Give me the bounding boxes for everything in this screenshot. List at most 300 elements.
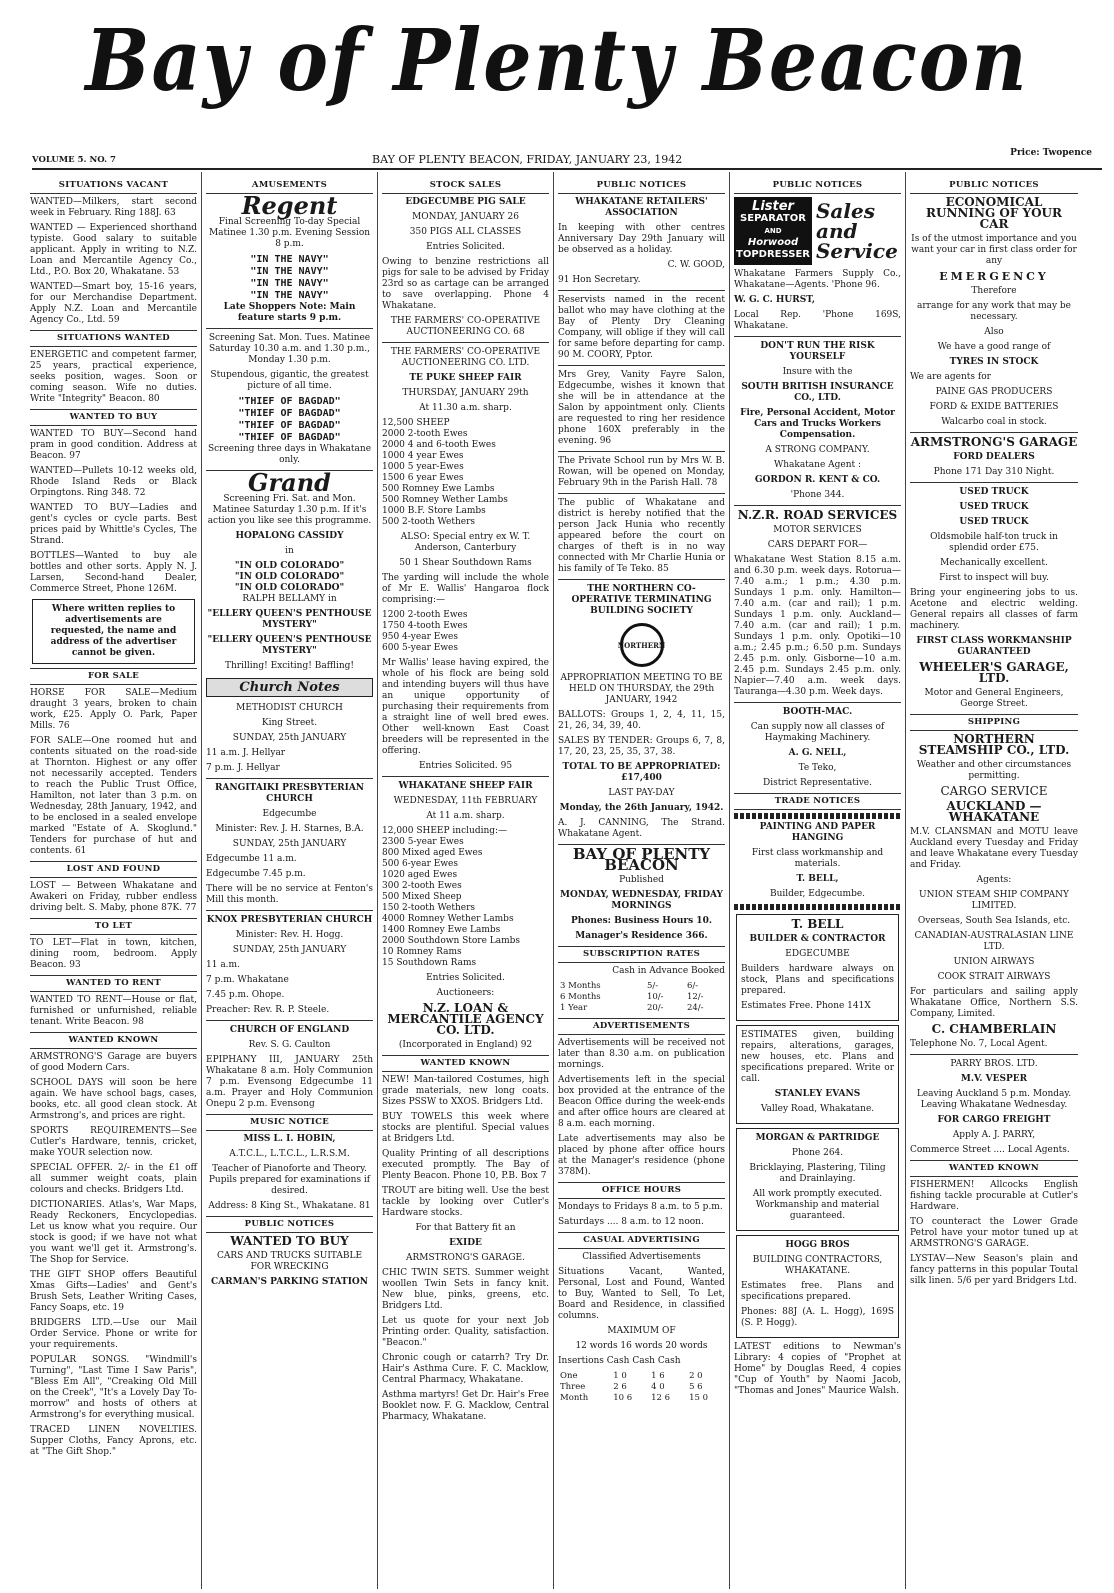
classified-ad: WANTED TO RENT—House or flat, furnished or unfurnished, reliable tenant. Write Beacon. 98 (30, 995, 197, 1027)
classified-ad: WANTED—Milkers, start second week in February. Ring 188J. 63 (30, 197, 197, 218)
ad-text: UNION STEAM SHIP COMPANY LIMITED. (919, 890, 1069, 911)
classified-ad: Let us quote for your next Job Printing order. Quality, satisfaction. "Beacon." (382, 1316, 549, 1348)
stock-line: 1000 5 year-Ewes (382, 462, 464, 472)
church-text: SUNDAY, 25th JANUARY (232, 839, 347, 849)
classified-ad: SCHOOL DAYS will soon be here again. We have school bags, cases, books, etc. all good clean stock. At Armstrong's, and prices are right. (30, 1078, 197, 1121)
music-teacher-name: MISS L. I. HOBIN, (243, 1134, 336, 1144)
ad-text: Can supply now all classes of Haymaking Machinery. (750, 722, 885, 743)
notice-text: Saturdays .... 8 a.m. to 12 noon. (558, 1217, 704, 1227)
church-text: Edgecumbe 7.45 p.m. (206, 869, 306, 879)
notice-text: BALLOTS: Groups 1, 2, 4, 11, 15, 21, 26, 34, 39, 40. (558, 710, 725, 731)
ad-title: STANLEY EVANS (774, 1089, 861, 1099)
church-name: RANGITAIKI PRESBYTERIAN CHURCH (214, 783, 365, 804)
masthead-title: Bay of Plenty Beacon (85, 10, 1029, 111)
church-text: 11 a.m. J. Hellyar (206, 748, 286, 758)
classified-ad: LATEST editions to Newman's Library: 4 copies of "Prophet at Home" by Douglas Reed, 4 copies "Cup of Youth" by Naomi Jacob, "Thomas and Jones" Maurice Walsh. (734, 1342, 901, 1396)
sale-text: 350 PIGS ALL CLASSES (409, 227, 522, 237)
subscription-table (558, 981, 725, 1014)
ad-text: Estimates free. Plans and specifications prepared. (741, 1281, 894, 1302)
columns (26, 172, 1102, 1589)
stock-line: 300 2-tooth Ewes (382, 881, 462, 891)
ad-text: Is of the utmost importance and you want your car in first class order for any (911, 234, 1077, 266)
notice-text: Situations Vacant, Wanted, Personal, Lost and Found, Wanted to Buy, Wanted to Sell, To Let, Board and Residence, in classified columns. (558, 1267, 725, 1321)
ad-text: Agents: (976, 875, 1012, 885)
film-title: "ELLERY QUEEN'S PENTHOUSE MYSTERY" (207, 635, 372, 656)
stock-line: 1400 Romney Ewe Lambs (382, 925, 501, 935)
stock-line: 1000 B.F. Store Lambs (382, 506, 486, 516)
table-cell: 20/- (646, 1003, 664, 1013)
church-text: Minister: Rev. J. H. Starnes, B.A. (215, 824, 364, 834)
stock-line: 500 Mixed Sheep (382, 892, 462, 902)
ad-text: in (285, 546, 294, 556)
northern-emblem-icon: NORTHERN (620, 623, 664, 667)
ad-title: CARGO SERVICE (940, 784, 1048, 798)
stock-line: 1000 4 year Ewes (382, 451, 464, 461)
classified-ad: WANTED—Pullets 10-12 weeks old, Rhode Island Reds or Black Orpingtons. Ring 348. 72 (30, 466, 197, 498)
ad-title: NORTHERN STEAMSHIP CO., LTD. (918, 732, 1070, 757)
section-heading: WANTED TO BUY (30, 409, 197, 426)
church-text: 7 p.m. J. Hellyar (206, 763, 280, 773)
classified-ad: WANTED — Experienced shorthand typiste. Good salary to suitable applicant. Apply in writing to N.Z. Loan and Mercantile Agency Co., Ltd., P.O. Box 20, Whakatane. 53 (30, 223, 197, 277)
classified-ad: LOST — Between Whakatane and Awakeri on Friday, rubber endless driving belt. S. Maby, phone 87K. 77 (30, 881, 197, 913)
film-title: "IN THE NAVY" (250, 266, 329, 277)
lister-text: Horwood (747, 237, 799, 248)
ad-text: A STRONG COMPANY. (765, 445, 870, 455)
hogg-bros-ad (736, 1235, 899, 1338)
column-6 (906, 172, 1082, 1589)
notice-text: The public of Whakatane and district is hereby notified that the person Jack Hunia who recently appeared before the court on charges of theft is in no way connected with Mr Charlie Hunia or his family of Te Teko. 85 (558, 498, 725, 574)
ad-title: USED TRUCK (959, 502, 1029, 512)
regent-logo: Regent (241, 191, 338, 220)
stock-line: 1020 aged Ewes (382, 870, 458, 880)
section-heading: SITUATIONS VACANT (30, 178, 197, 194)
ad-text: Screening three days in Whakatane only. (207, 444, 372, 465)
table-row (558, 1393, 725, 1404)
ad-text: Stupendous, gigantic, the greatest picture of all time. (210, 370, 369, 391)
classified-ad: SPORTS REQUIREMENTS—See Cutler's Hardware, tennis, cricket, make YOUR selection now. (30, 1126, 197, 1158)
film-title: "ELLERY QUEEN'S PENTHOUSE MYSTERY" (207, 609, 372, 630)
ad-text: T. BELL, (796, 874, 839, 884)
sale-text: (Incorporated in England) 92 (398, 1040, 533, 1050)
notice-text: A. J. CANNING, The Strand. Whakatane Agent. (558, 818, 725, 839)
ad-text: UNION AIRWAYS (953, 957, 1035, 967)
sale-text: Entries Solicited. 95 (418, 761, 513, 771)
table-cell: 1 6 (651, 1371, 665, 1381)
ad-text: Mechanically excellent. (940, 558, 1048, 568)
sale-text: MONDAY, JANUARY 26 (412, 212, 519, 222)
ad-title: C. CHAMBERLAIN (931, 1022, 1057, 1036)
stock-line: 150 2-tooth Wethers (382, 903, 476, 913)
stock-line: 10 Romney Rams (382, 947, 462, 957)
ad-text: GORDON R. KENT & CO. (754, 475, 881, 485)
church-text: Minister: Rev. H. Hogg. (235, 930, 344, 940)
section-heading: WANTED KNOWN (910, 1160, 1078, 1177)
ad-text: Apply A. J. PARRY, (952, 1130, 1036, 1140)
ad-title: MORGAN & PARTRIDGE (755, 1133, 880, 1143)
table-cell: Three (560, 1382, 586, 1392)
notice-text: Phones: Business Hours 10. (571, 916, 712, 926)
table-cell: 6 Months (560, 992, 601, 1002)
dotted-rule (734, 904, 901, 910)
sale-text: At 11 a.m. sharp. (426, 811, 505, 821)
section-heading: ADVERTISEMENTS (558, 1018, 725, 1035)
sale-text: THE FARMERS' CO-OPERATIVE AUCTIONEERING CO. 68 (390, 316, 541, 337)
table-cell: 1 Year (560, 1003, 588, 1013)
section-heading: OFFICE HOURS (558, 1182, 725, 1199)
ad-title: ECONOMICAL RUNNING OF YOUR CAR (926, 195, 1062, 231)
stock-line: 2000 2-tooth Ewes (382, 429, 468, 439)
notice-text: MAXIMUM OF (607, 1326, 676, 1336)
notice-text: Late advertisements may also be placed by phone after office hours at the Manager's residence (phone 378M). (558, 1134, 725, 1177)
price: Price: Twopence (1010, 148, 1092, 158)
section-heading: MUSIC NOTICE (206, 1114, 373, 1131)
church-text: There will be no service at Fenton's Mill this month. (206, 884, 373, 905)
ad-title: EMERGENCY (939, 270, 1049, 283)
sale-text: Entries Solicited. (426, 973, 505, 983)
classified-ad: DICTIONARIES. Atlas's, War Maps, Ready Reckoners, Encyclopedias. Let us know what you require. Our stock is good; if we have not what you want we'll get it. Armstrong's. The Shop for Service. (30, 1200, 197, 1265)
classified-ad: ARMSTRONG'S Garage are buyers of good Modern Cars. (30, 1052, 197, 1073)
church-text: Preacher: Rev. R. P. Steele. (206, 1005, 330, 1015)
classified-ad: LYSTAV—New Season's plain and fancy patterns in this popular Toutal silk linen. 5/6 per yard Bridgers Ltd. (910, 1254, 1078, 1286)
ad-text: FORD DEALERS (953, 452, 1035, 462)
ad-text: Phones: 88J (A. L. Hogg), 169S (S. P. Hogg). (741, 1307, 894, 1328)
classified-ad: TO LET—Flat in town, kitchen, dining room, bedroom. Apply Beacon. 93 (30, 938, 197, 970)
column-3 (378, 172, 554, 1589)
ad-text: FORD & EXIDE BATTERIES (929, 402, 1059, 412)
ad-text: RALPH BELLAMY in (242, 594, 337, 604)
column-4 (554, 172, 730, 1589)
ad-text: Final Screening To-day Special Matinee 1.30 p.m. Evening Session 8 p.m. (208, 217, 371, 249)
classified-ad: WANTED TO BUY—Ladies and gent's cycles or cycle parts. Best prices paid by Whittle's Cycles, The Strand. (30, 503, 197, 546)
ad-text: For that Battery fit an (415, 1223, 516, 1233)
sale-title: TE PUKE SHEEP FAIR (409, 373, 522, 383)
section-heading: WANTED KNOWN (382, 1055, 549, 1072)
volume-number: VOLUME 5. NO. 7 (32, 155, 116, 165)
classified-ad: TO counteract the Lower Grade Petrol have your motor tuned up at ARMSTRONG'S GARAGE. (910, 1217, 1078, 1249)
ad-text: District Representative. (762, 778, 872, 788)
section-heading: TO LET (30, 918, 197, 935)
evans-ad (736, 1025, 899, 1124)
church-name: CHURCH OF ENGLAND (229, 1025, 350, 1035)
table-row (558, 981, 725, 992)
ad-text: Late Shoppers Note: Main feature starts 9 p.m. (223, 302, 356, 323)
ad-text: Te Teko, (798, 763, 837, 773)
table-cell: 12 6 (651, 1393, 671, 1403)
ad-text: Weather and other circumstances permitting. (916, 760, 1072, 781)
section-heading: SITUATIONS WANTED (30, 330, 197, 347)
table-cell: 10/- (646, 992, 664, 1002)
church-name: METHODIST CHURCH (236, 703, 343, 713)
classified-ad: ENERGETIC and competent farmer, 25 years, practical experience, seeks position, wages. Soon or coming season. Wife no duties. Write "Integrity" Beacon. 80 (30, 350, 197, 404)
stock-list (382, 418, 549, 528)
ad-text: Whakatane Farmers Supply Co., Whakatane—Agents. 'Phone 96. (734, 269, 901, 290)
dateline (32, 152, 1102, 170)
lister-text: SEPARATOR (740, 213, 806, 224)
column-2 (202, 172, 378, 1589)
church-text: King Street. (261, 718, 318, 728)
ad-text: EXIDE (449, 1238, 482, 1248)
ad-text: DON'T RUN THE RISK YOURSELF (760, 341, 875, 362)
sale-text: ALSO: Special entry ex W. T. Anderson, Canterbury (400, 532, 531, 553)
ad-text: We are agents for (910, 372, 991, 382)
notice-text: C. W. GOOD, (667, 260, 725, 270)
film-title: "IN OLD COLORADO" (234, 583, 345, 593)
notice-text: APPROPRIATION MEETING TO BE HELD ON THURSDAY, the 29th JANUARY, 1942 (560, 673, 723, 705)
ad-text: HOPALONG CASSIDY (235, 531, 344, 541)
ad-title: M.V. VESPER (960, 1074, 1028, 1084)
table-row (558, 1382, 725, 1393)
notice-text: 91 Hon Secretary. (558, 275, 641, 285)
table-row (558, 1371, 725, 1382)
film-title: "IN THE NAVY" (250, 254, 329, 265)
stock-line: 1200 2-tooth Ewes (382, 610, 468, 620)
notice-text: Reservists named in the recent ballot who may have clothing at the Bay of Plenty Dry Cleaning Company, will oblige if they will call for same before departing for camp. 90 M. COORY, Pptor. (558, 295, 725, 360)
ad-text: Builders hardware always on stock, Plans and specifications prepared. (741, 964, 894, 996)
lister-text: TOPDRESSER (736, 249, 810, 260)
stock-line: 2000 4 and 6-tooth Ewes (382, 440, 496, 450)
ad-text: ARMSTRONG'S GARAGE. (406, 1253, 525, 1263)
notice-text: CARMAN'S PARKING STATION (210, 1277, 368, 1287)
music-text: Address: 8 King St., Whakatane. 81 (208, 1201, 371, 1211)
classified-ad: CHIC TWIN SETS. Summer weight woollen Twin Sets in fancy knit. New blue, pinks, greens, etc. Bridgers Ltd. (382, 1268, 549, 1311)
film-title: "THIEF OF BAGDAD" (238, 408, 341, 419)
ad-text: All work promptly executed. Workmanship and material guaranteed. (752, 1189, 883, 1221)
notice-text: Classified Advertisements (582, 1252, 701, 1262)
classified-ad: THE GIFT SHOP offers Beautiful Xmas Gifts—Ladies' and Gent's Brush Sets, Leather Writing Cases, Fancy Soaps, etc. 19 (30, 1270, 197, 1313)
table-cell: 5/- (646, 981, 659, 991)
church-text: SUNDAY, 25th JANUARY (232, 945, 347, 955)
classified-ad: HORSE FOR SALE—Medium draught 3 years, broken to chain work, £25. Apply O. Park, Paper Mills. 76 (30, 688, 197, 731)
church-text: Edgecumbe 11 a.m. (206, 854, 297, 864)
sale-text: 50 1 Shear Southdown Rams (399, 558, 532, 568)
ad-title: SOUTH BRITISH INSURANCE CO., LTD. (741, 382, 894, 403)
stock-line: 2300 5-year Ewes (382, 837, 464, 847)
stock-line: 12,000 SHEEP including:— (382, 826, 508, 836)
ad-text: EDGECUMBE (785, 949, 850, 959)
stock-line: 800 Mixed aged Ewes (382, 848, 483, 858)
church-text: 7.45 p.m. Ohope. (206, 990, 285, 1000)
section-heading: FOR SALE (30, 668, 197, 685)
notice-text: In keeping with other centres Anniversary Day 29th January will be observed as a holiday. (558, 223, 725, 255)
table-cell: 6/- (686, 981, 699, 991)
notice-text: The Private School run by Mrs W. B. Rowan, will be opened on Monday, February 9th in the Parish Hall. 78 (558, 456, 725, 488)
church-text: Edgecumbe (262, 809, 317, 819)
notice-text: Manager's Residence 366. (575, 931, 708, 941)
classified-ad: NEW! Man-tailored Costumes, high grade materials, new long coats. Sizes PSSW to XXOS. Bridgers Ltd. (382, 1075, 549, 1107)
lister-logo (734, 197, 812, 265)
beacon-title: BAY OF PLENTY BEACON (572, 845, 711, 874)
ad-text: First to inspect will buy. (939, 573, 1049, 583)
stock-line: 1500 6 year Ewes (382, 473, 464, 483)
sale-text: Owing to benzine restrictions all pigs for sale to be advised by Friday 23rd so as cartage can be arranged to save overlapping. Phone 4 Whakatane. (382, 257, 549, 311)
film-title: "IN THE NAVY" (250, 290, 329, 301)
ad-text: Thrilling! Exciting! Baffling! (224, 661, 355, 671)
sale-text: THURSDAY, JANUARY 29th (402, 388, 529, 398)
ad-title: N.Z.R. ROAD SERVICES (737, 508, 898, 522)
ad-text: Therefore (971, 286, 1017, 296)
sale-title: WHAKATANE SHEEP FAIR (398, 781, 533, 791)
ad-text: Local Rep. 'Phone 169S, Whakatane. (734, 310, 901, 331)
classified-ad: BUY TOWELS this week where stocks are plentiful. Special values at Bridgers Ltd. (382, 1112, 549, 1144)
ad-text: MOTOR SERVICES (773, 525, 862, 535)
ad-text: We have a good range of (937, 342, 1051, 352)
notice-title: THE NORTHERN CO-OPERATIVE TERMINATING BUILDING SOCIETY (571, 584, 712, 616)
ad-text: Screening Sat. Mon. Tues. Matinee Saturday 10.30 a.m. and 1.30 p.m., Monday 1.30 p.m. (208, 333, 371, 365)
table-cell: 4 0 (651, 1382, 665, 1392)
ad-text: Phone 171 Day 310 Night. (933, 467, 1055, 477)
church-text: SUNDAY, 25th JANUARY (232, 733, 347, 743)
music-text: Teacher of Pianoforte and Theory. Pupils prepared for examinations if desired. (208, 1164, 371, 1196)
table-cell: 12/- (686, 992, 704, 1002)
ad-text: Telephone No. 7, Local Agent. (910, 1039, 1048, 1049)
ad-text: Oldsmobile half-ton truck in splendid order £75. (930, 532, 1058, 553)
ad-text: Leaving Auckland 5 p.m. Monday. Leaving Whakatane Wednesday. (916, 1089, 1072, 1110)
stock-line: 500 2-tooth Wethers (382, 517, 476, 527)
notice-text: LAST PAY-DAY (608, 788, 675, 798)
ad-text: Motor and General Engineers, George Street. (924, 688, 1064, 709)
table-cell: 2 6 (613, 1382, 627, 1392)
ad-text: First class workmanship and materials. (751, 848, 884, 869)
ad-text: CANADIAN-AUSTRALASIAN LINE LTD. (914, 931, 1074, 952)
rates-table (558, 1371, 725, 1404)
section-heading: SUBSCRIPTION RATES (558, 946, 725, 963)
table-cell: 10 6 (613, 1393, 633, 1403)
notice-text: Mrs Grey, Vanity Fayre Salon, Edgecumbe, wishes it known that she will be in attendance at the Salon by appointment only. Clients are requested to ring her residence phone 160X preferably in the evening. 96 (558, 370, 725, 446)
ad-text: Also (984, 327, 1004, 337)
table-cell: Month (560, 1393, 589, 1403)
section-heading: SHIPPING (910, 714, 1078, 731)
ad-title: AUCKLAND — WHAKATANE (946, 799, 1042, 824)
ad-text: W. G. C. HURST, (734, 295, 816, 305)
ad-text: Valley Road, Whakatane. (760, 1104, 875, 1114)
notice-text: SALES BY TENDER: Groups 6, 7, 8, 17, 20, 23, 25, 35, 37, 38. (558, 736, 725, 757)
stock-line: 2000 Southdown Store Lambs (382, 936, 521, 946)
ad-title: PAINTING AND PAPER HANGING (759, 822, 876, 843)
ad-text: Walcarbo coal in stock. (941, 417, 1047, 427)
stock-line: 500 Romney Wether Lambs (382, 495, 508, 505)
notice-text: Advertisements left in the special box provided at the entrance of the Beacon Office during the week-ends and after office hours are cleared at 8 a.m. each morning. (558, 1075, 725, 1129)
ad-text: For particulars and sailing apply Whakatane Office, Northern S.S. Company, Limited. (910, 987, 1078, 1019)
ad-text: M.V. CLANSMAN and MOTU leave Auckland every Tuesday and Friday and leave Whakatane every Tuesday and Friday. (910, 827, 1078, 870)
classified-ad: WANTED—Smart boy, 15-16 years, for our Merchandise Department. Apply N.Z. Loan and Mercantile Agency Co., Ltd. 59 (30, 282, 197, 325)
section-heading: PUBLIC NOTICES (206, 1216, 373, 1233)
film-title: "THIEF OF BAGDAD" (238, 432, 341, 443)
notice-text: 12 words 16 words 20 words (575, 1341, 708, 1351)
table-cell: 2 0 (689, 1371, 703, 1381)
ad-text: Commerce Street .... Local Agents. (910, 1145, 1070, 1155)
ad-text: TYRES IN STOCK (949, 357, 1039, 367)
section-heading: PUBLIC NOTICES (910, 178, 1078, 194)
ad-text: PARRY BROS. LTD. (950, 1059, 1038, 1069)
stock-line: 600 5-year Ewes (382, 643, 458, 653)
classified-ad: Chronic cough or catarrh? Try Dr. Hair's Asthma Cure. F. C. Macklow, Central Pharmacy, Whakatane. (382, 1353, 549, 1385)
ad-text: Estimates Free. Phone 141X (741, 1001, 871, 1011)
film-title: "THIEF OF BAGDAD" (238, 420, 341, 431)
ad-title: USED TRUCK (959, 487, 1029, 497)
notice-title: WHAKATANE RETAILERS' ASSOCIATION (575, 197, 708, 218)
ad-text: ESTIMATES given, building repairs, alterations, garages, new houses, etc. Plans and specifications prepared. Write or call. (741, 1030, 894, 1084)
section-heading: WANTED KNOWN (30, 1032, 197, 1049)
grand-logo: Grand (248, 468, 331, 497)
ad-title: BOOTH-MAC. (782, 707, 853, 717)
table-cell: 24/- (686, 1003, 704, 1013)
morgan-partridge-ad (736, 1128, 899, 1231)
classified-ad: BOTTLES—Wanted to buy ale bottles and other sorts. Apply N. J. Larsen, Second-hand Dealer, Commerce Street, Phone 126M. (30, 551, 197, 594)
sale-text: At 11.30 a.m. sharp. (419, 403, 512, 413)
church-text: Rev. S. G. Caulton (248, 1040, 331, 1050)
notice-title: WANTED TO BUY (230, 1234, 349, 1248)
sales-service-logo: Sales and Service (815, 199, 898, 263)
film-title: "IN THE NAVY" (250, 278, 329, 289)
church-notes-banner: Church Notes (206, 678, 373, 697)
ad-text: BUILDING CONTRACTORS, WHAKATANE. (752, 1255, 883, 1276)
ad-title: HOGG BROS (785, 1240, 850, 1250)
section-heading: AMUSEMENTS (206, 178, 373, 194)
ad-title: T. BELL (791, 917, 844, 931)
lister-text: AND (764, 227, 782, 235)
subscription-header: Cash in Advance Booked (612, 966, 725, 976)
ad-text: Bring your engineering jobs to us. Acetone and electric welding. General repairs all classes of farm machinery. (910, 588, 1078, 631)
section-heading: STOCK SALES (382, 178, 549, 194)
ad-text: Bricklaying, Plastering, Tiling and Drainlaying. (749, 1163, 886, 1184)
ad-title: ARMSTRONG'S GARAGE (910, 435, 1078, 449)
stock-line: 950 4-year Ewes (382, 632, 458, 642)
ad-text: Whakatane West Station 8.15 a.m. and 6.30 p.m. week days. Rotorua—7.40 a.m.; 1 p.m.; 4.30 p.m. Sundays 1 p.m. only. Hamilton—7.40 a.m. (car and rail); 1 p.m. Sundays 1 p.m. only. Auckland—7.40 a.m. (car and rail); 1 p.m. Sundays 1 p.m. only. Opotiki—10 a.m.; 2.45 p.m.; 6.50 p.m. Sundays 2.45 p.m. only. Gisborne—10 a.m. 2.45 p.m. Sundays 2.45 p.m. only. Napier—7.40 a.m. week days. Tauranga—4.30 p.m. Week days. (734, 555, 901, 697)
ad-text: FOR CARGO FREIGHT (937, 1115, 1051, 1125)
table-cell: 5 6 (689, 1382, 703, 1392)
ad-text: Fire, Personal Accident, Motor Cars and Trucks Workers Compensation. (740, 408, 895, 440)
sale-text: WEDNESDAY, 11th FEBRUARY (393, 796, 538, 806)
table-cell: 1 0 (613, 1371, 627, 1381)
ad-text: Insure with the (782, 367, 853, 377)
issue-date: BAY OF PLENTY BEACON, FRIDAY, JANUARY 23, 1942 (372, 153, 683, 166)
stock-list (382, 610, 549, 654)
ad-text: PAINE GAS PRODUCERS (935, 387, 1053, 397)
sale-text: Auctioneers: (436, 988, 495, 998)
table-row (558, 992, 725, 1003)
notice-box: Where written replies to advertisements are requested, the name and address of the advertiser cannot be given. (32, 599, 195, 664)
classified-ad: SPECIAL OFFER. 2/- in the £1 off all summer weight coats, plain colours and checks. Bridgers Ltd. (30, 1163, 197, 1195)
sale-title: EDGECUMBE PIG SALE (405, 197, 526, 207)
ad-title: USED TRUCK (959, 517, 1029, 527)
ad-text: BUILDER & CONTRACTOR (749, 934, 886, 944)
stock-line: 500 6-year Ewes (382, 859, 458, 869)
notice-text: Advertisements will be received not later than 8.30 a.m. on publication mornings. (558, 1038, 725, 1070)
ad-text: A. G. NELL, (788, 748, 847, 758)
ad-text: 'Phone 344. (790, 490, 845, 500)
ad-text: Screening Fri. Sat. and Mon. Matinee Saturday 1.30 p.m. If it's action you like see this programme. (207, 494, 372, 526)
stock-line: 500 Romney Ewe Lambs (382, 484, 495, 494)
ad-text: COOK STRAIT AIRWAYS (937, 972, 1051, 982)
section-heading: CASUAL ADVERTISING (558, 1232, 725, 1249)
classified-ad: BRIDGERS LTD.—Use our Mail Order Service. Phone or write for your requirements. (30, 1318, 197, 1350)
ad-text: FIRST CLASS WORKMANSHIP GUARANTEED (916, 636, 1072, 657)
ad-title: WHEELER'S GARAGE, LTD. (919, 660, 1069, 685)
classified-ad: Asthma martyrs! Get Dr. Hair's Free Booklet now. F. G. Macklow, Central Pharmacy, Whakatane. (382, 1390, 549, 1422)
lister-brand: Lister (752, 199, 794, 214)
masthead (12, 0, 1102, 122)
church-text: 11 a.m. (206, 960, 240, 970)
table-row (558, 1003, 725, 1014)
stock-line: 15 Southdown Rams (382, 958, 477, 968)
sale-text: THE FARMERS' CO-OPERATIVE AUCTIONEERING CO. LTD. (390, 347, 541, 368)
ad-text: arrange for any work that may be necessary. (916, 301, 1072, 322)
auctioneer-name: N.Z. LOAN & MERCANTILE AGENCY CO. LTD. (387, 1001, 544, 1037)
film-title: "IN OLD COLORADO" (234, 561, 345, 571)
ad-text: Builder, Edgecumbe. (769, 889, 866, 899)
column-5 (730, 172, 906, 1589)
bell-builder-ad (736, 914, 899, 1021)
